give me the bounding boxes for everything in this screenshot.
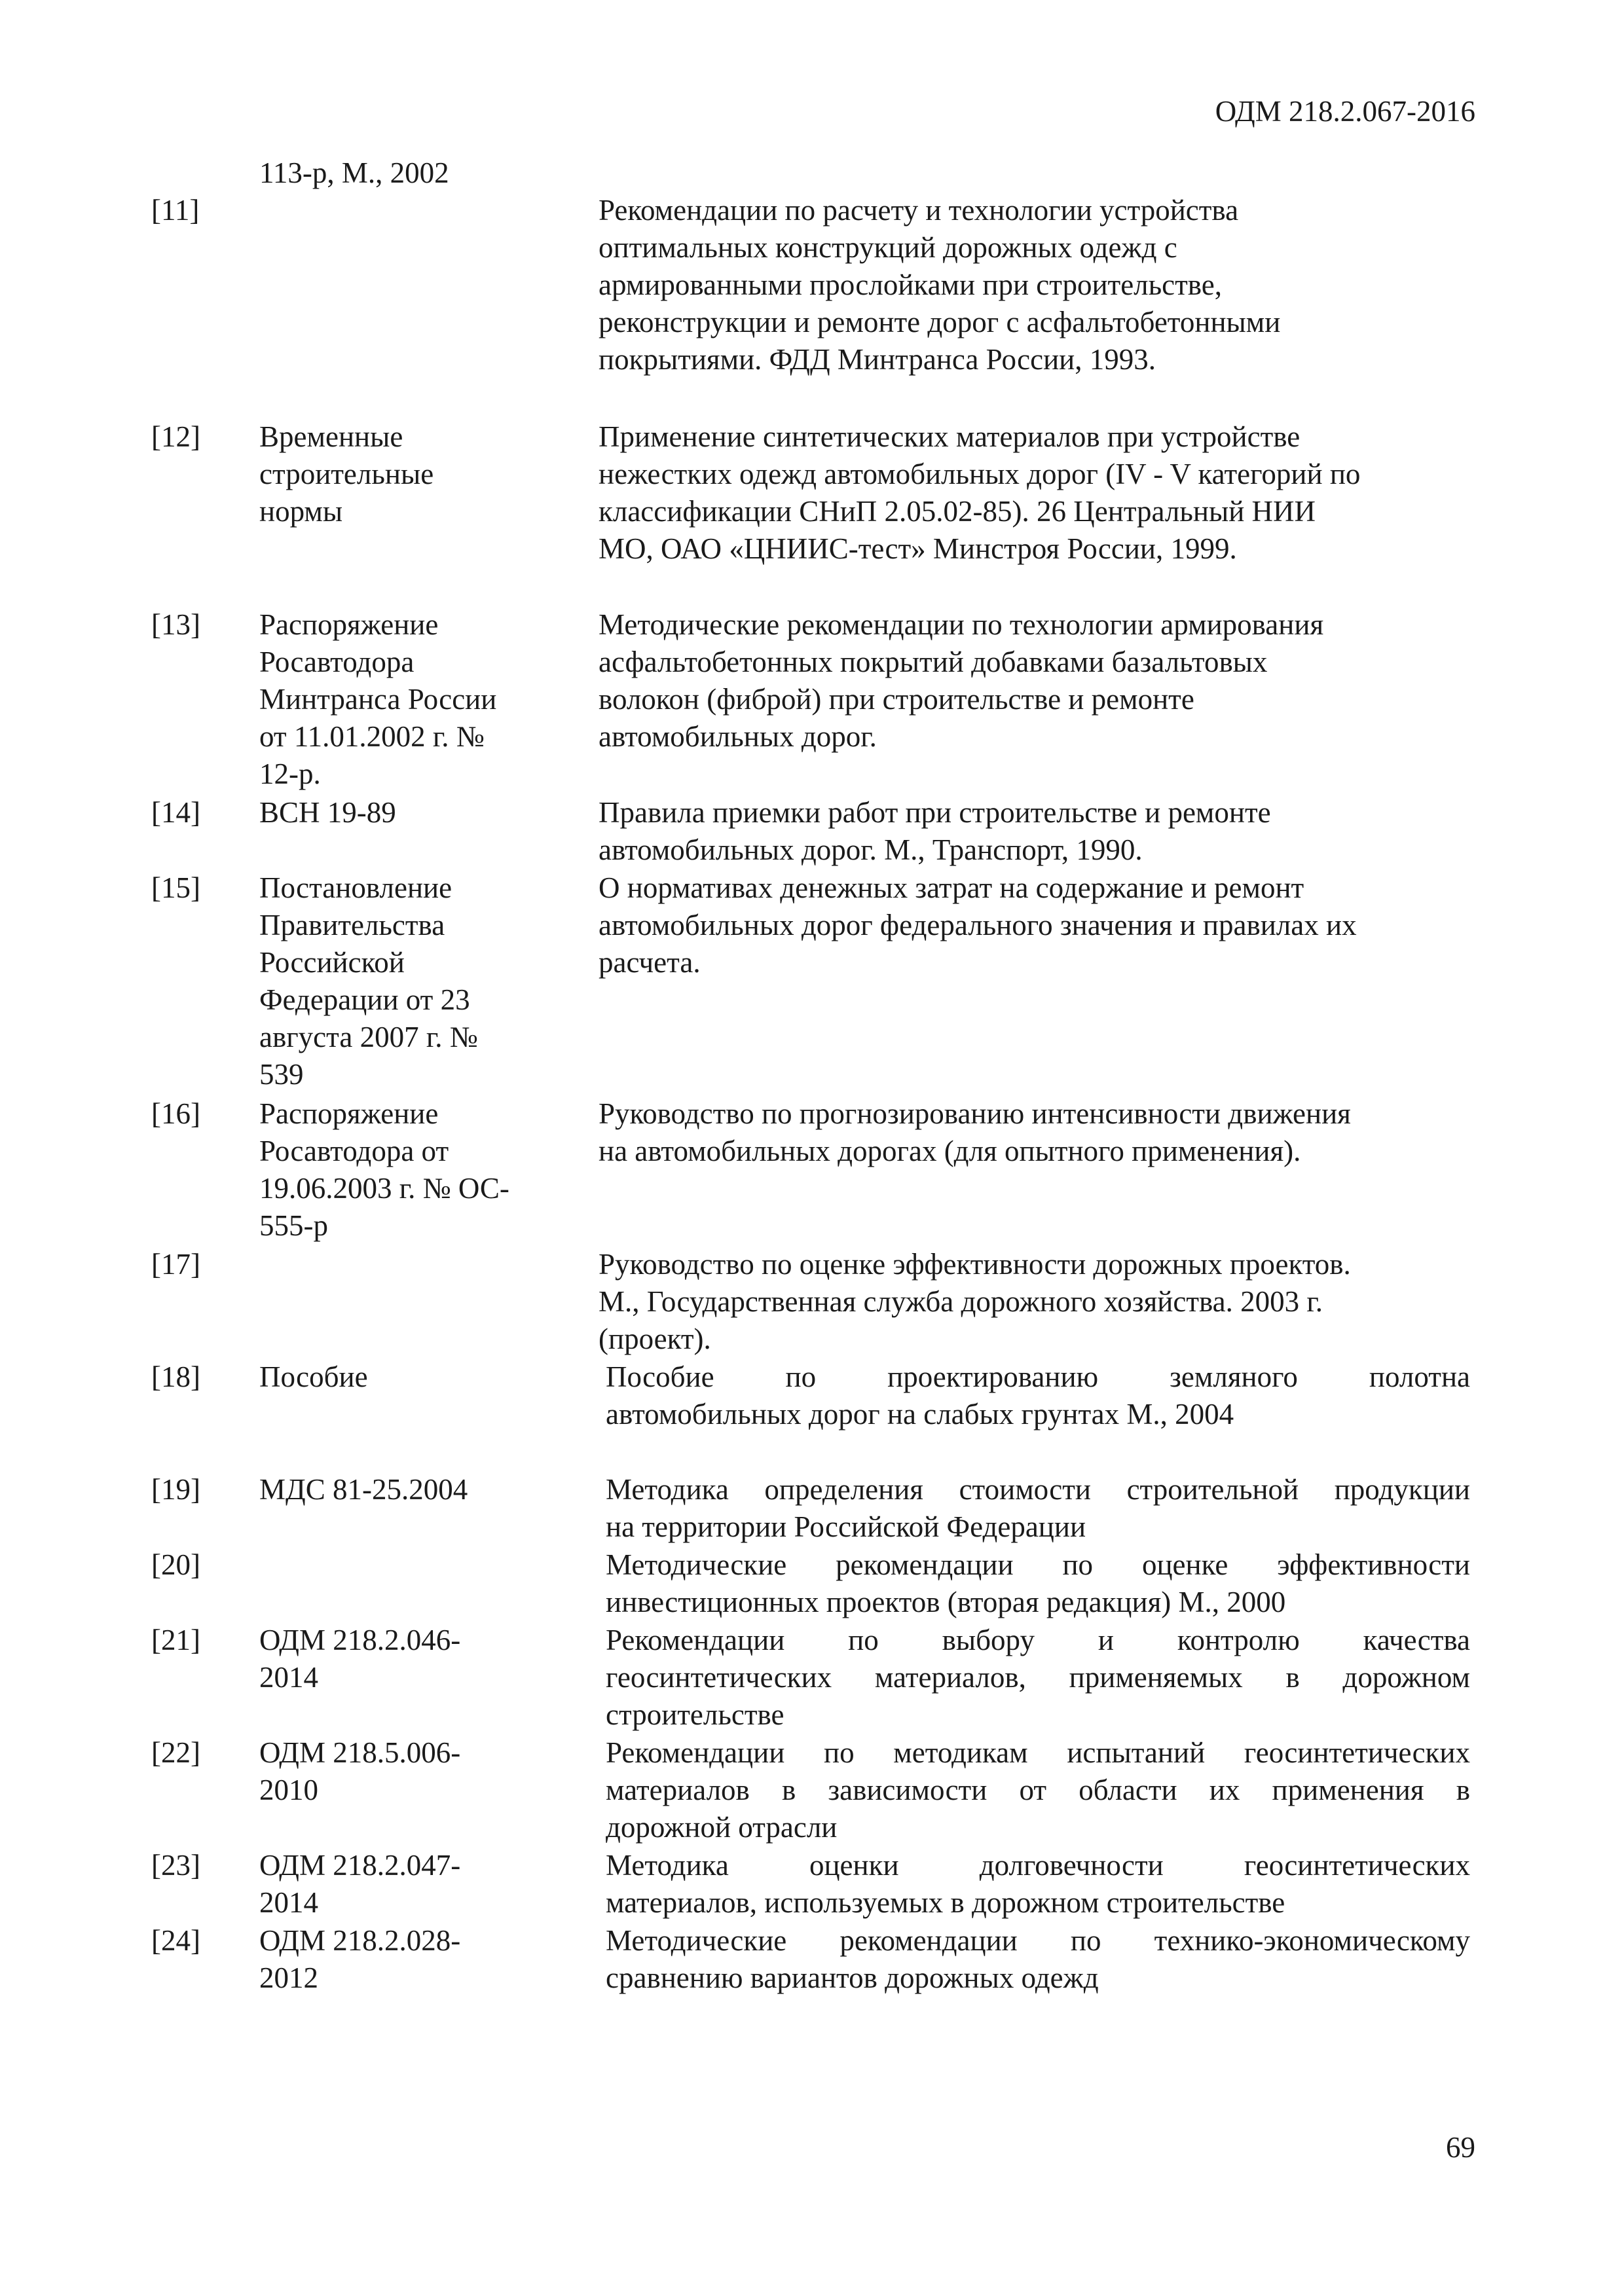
reference-source: ОДМ 218.2.047- 2014	[259, 1849, 461, 1919]
reference-number: [13]	[151, 608, 200, 641]
document-code-header: ОДМ 218.2.067-2016	[1215, 95, 1475, 128]
reference-title	[606, 1734, 1470, 1846]
reference-source: МДС 81-25.2004	[259, 1473, 468, 1506]
reference-title: Руководство по оценке эффективности дорожных проектов. М., Государственная служба дорожного хозяйства. 2003 г. (проект).	[599, 1248, 1351, 1355]
reference-number: [19]	[151, 1473, 200, 1506]
reference-title	[606, 1546, 1470, 1621]
reference-source: Пособие	[259, 1360, 368, 1393]
continued-reference-line: 113-р, М., 2002	[259, 156, 449, 189]
reference-title-line: Методика оценки долговечности геосинтетических	[606, 1849, 1470, 1882]
reference-source: Временные строительные нормы	[259, 420, 434, 528]
reference-source: Распоряжение Росавтодора Минтранса России от 11.01.2002 г. № 12-р.	[259, 608, 497, 790]
reference-title-line: геосинтетических материалов, применяемых в дорожном	[606, 1661, 1470, 1694]
reference-source: ВСН 19-89	[259, 796, 396, 829]
reference-title-line: сравнению вариантов дорожных одежд	[606, 1961, 1099, 1994]
reference-title	[606, 1622, 1470, 1734]
reference-number: [12]	[151, 420, 200, 453]
reference-title-line: инвестиционных проектов (вторая редакция) М., 2000	[606, 1586, 1286, 1618]
reference-title-line: Методические рекомендации по оценке эффективности	[606, 1548, 1470, 1581]
reference-number: [22]	[151, 1736, 200, 1769]
reference-source: ОДМ 218.2.046- 2014	[259, 1624, 461, 1694]
reference-source: Распоряжение Росавтодора от 19.06.2003 г. № ОС- 555-р	[259, 1097, 509, 1242]
reference-title: Рекомендации по расчету и технологии устройства оптимальных конструкций дорожных одежд с армированными прослойками при строительстве, реконструкции и ремонте дорог с асфальтобетонными покрытиями. ФДД Минтранса России, 1993.	[599, 194, 1281, 376]
reference-title-line: материалов в зависимости от области их применения в	[606, 1774, 1470, 1806]
reference-title	[606, 1847, 1470, 1922]
reference-source: ОДМ 218.2.028- 2012	[259, 1924, 461, 1994]
reference-title: Руководство по прогнозированию интенсивности движения на автомобильных дорогах (для опытного применения).	[599, 1097, 1351, 1167]
reference-title: Правила приемки работ при строительстве и ремонте автомобильных дорог. М., Транспорт, 1990.	[599, 796, 1271, 866]
reference-title-line: Методические рекомендации по технико-экономическому	[606, 1924, 1470, 1957]
reference-number: [17]	[151, 1248, 200, 1281]
reference-number: [14]	[151, 796, 200, 829]
reference-title-line: на территории Российской Федерации	[606, 1510, 1086, 1543]
reference-number: [18]	[151, 1360, 200, 1393]
reference-title-line: автомобильных дорог на слабых грунтах М., 2004	[606, 1398, 1234, 1430]
reference-title-line: материалов, используемых в дорожном строительстве	[606, 1886, 1285, 1919]
reference-title-line: Рекомендации по выбору и контролю качества	[606, 1624, 1470, 1656]
page-number: 69	[1446, 2131, 1475, 2164]
reference-title	[606, 1471, 1470, 1546]
reference-title-line: дорожной отрасли	[606, 1811, 838, 1844]
reference-number: [11]	[151, 194, 200, 227]
reference-title	[606, 1358, 1470, 1433]
reference-number: [15]	[151, 871, 200, 904]
reference-title-line: Рекомендации по методикам испытаний геосинтетических	[606, 1736, 1470, 1769]
reference-number: [21]	[151, 1624, 200, 1656]
reference-title-line: Методика определения стоимости строительной продукции	[606, 1473, 1470, 1506]
reference-title-line: Пособие по проектированию земляного полотна	[606, 1360, 1470, 1393]
reference-source: Постановление Правительства Российской Федерации от 23 августа 2007 г. № 539	[259, 871, 478, 1091]
reference-title: Методические рекомендации по технологии армирования асфальтобетонных покрытий добавками базальтовых волокон (фиброй) при строительстве и ремонте автомобильных дорог.	[599, 608, 1324, 753]
reference-number: [16]	[151, 1097, 200, 1130]
reference-number: [24]	[151, 1924, 200, 1957]
reference-title-line: строительстве	[606, 1698, 784, 1731]
reference-title: Применение синтетических материалов при устройстве нежестких одежд автомобильных дорог (IV - V категорий по классификации СНиП 2.05.02-85). 26 Центральный НИИ МО, ОАО «ЦНИИС-тест» Минстроя России, 1999.	[599, 420, 1361, 565]
reference-number: [20]	[151, 1548, 200, 1581]
reference-title: О нормативах денежных затрат на содержание и ремонт автомобильных дорог федерального значения и правилах их расчета.	[599, 871, 1357, 979]
reference-number: [23]	[151, 1849, 200, 1882]
reference-title	[606, 1922, 1470, 1997]
reference-source: ОДМ 218.5.006- 2010	[259, 1736, 461, 1806]
